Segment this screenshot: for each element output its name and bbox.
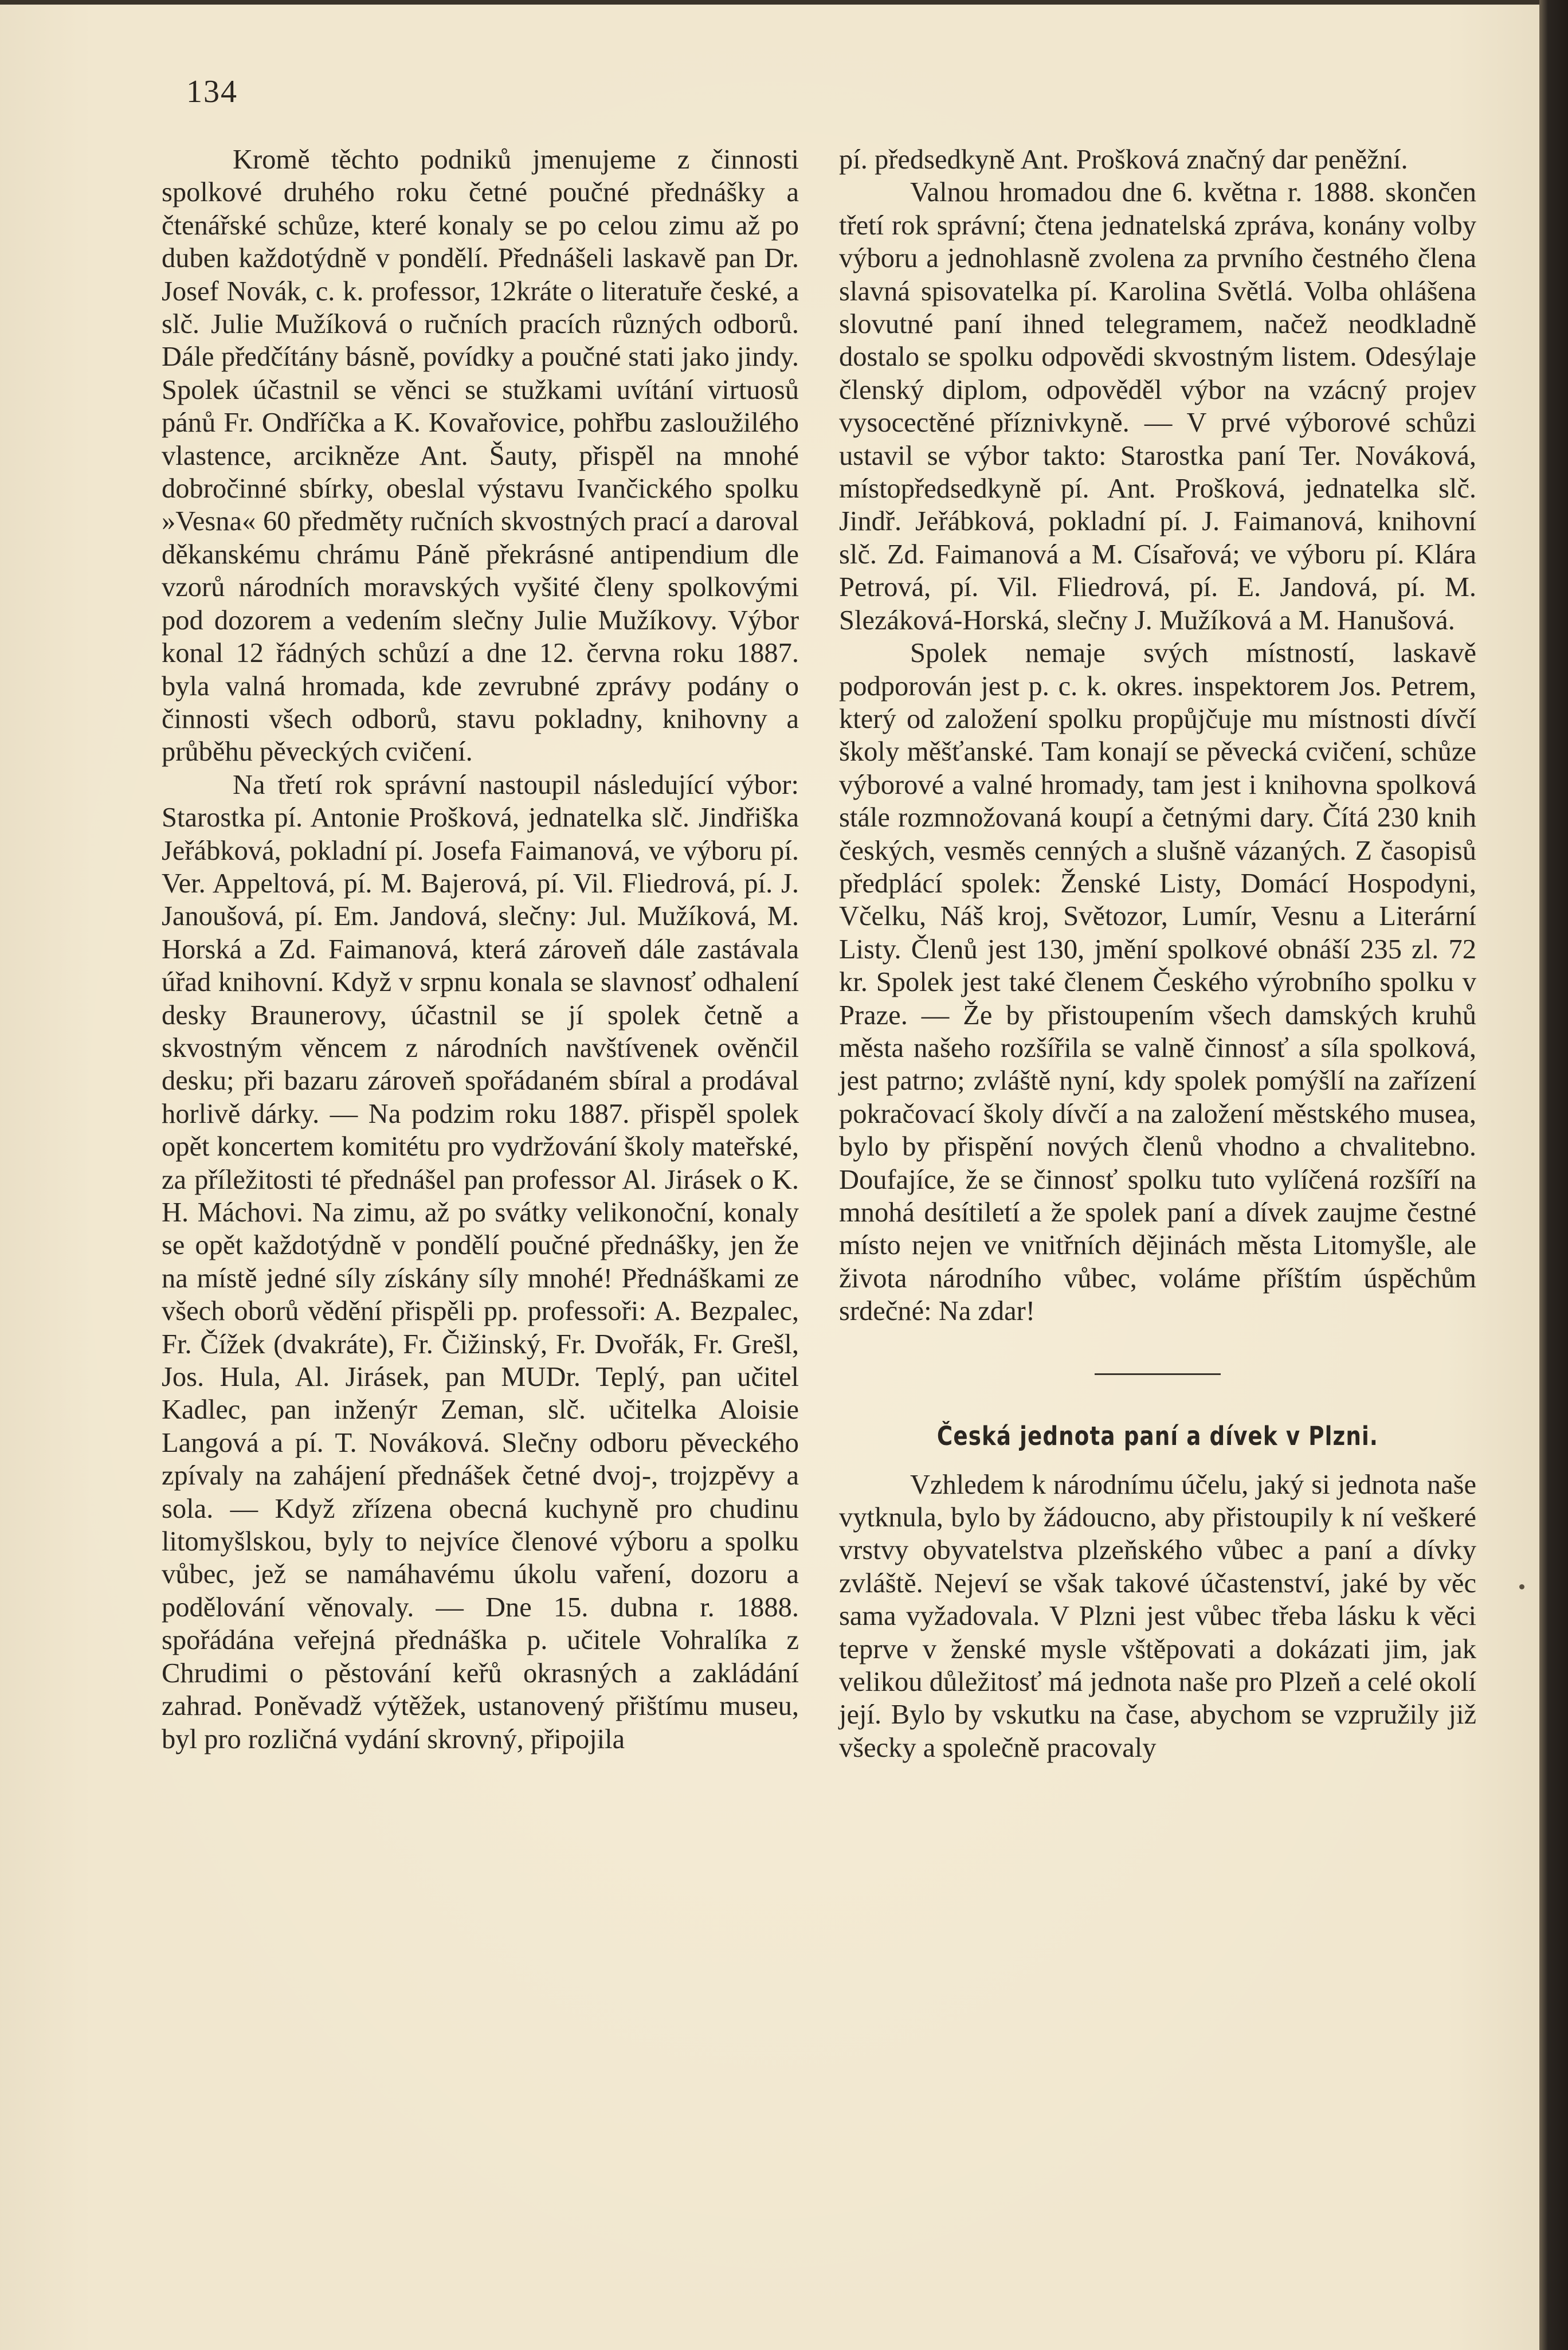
section-heading: Česká jednota paní a dívek v Plzni. (936, 1420, 1379, 1451)
page-top-edge (0, 0, 1539, 5)
page-number: 134 (186, 74, 238, 109)
left-paragraph-1: Kromě těchto podniků jmenujeme z činnosti spolkové druhého roku četné poučné přednášky a čtenářské schůze, které konaly se po celou zimu až po duben každotýdně v pondělí. Přednášeli laskavě pan Dr. Josef Novák, c. k. professor, 12kráte o literatuře české, a slč. Julie Mužíková o ručních pracích různých odborů. Dále předčítány básně, povídky a poučné stati jako jindy. Spolek účastnil se věnci se stužkami uvítání virtuosů pánů Fr. Ondříčka a K. Kovařovice, pohřbu zasloužilého vlastence, arcikněze Ant. Šauty, přispěl na mnohé dobročinné sbírky, obeslal výstavu Ivančického spolku »Vesna« 60 předměty ručních skvostných prací a daroval děkanskému chrámu Páně překrásné antipendium dle vzorů národních moravských vyšité členy spolkovými pod dozorem a vedením slečny Julie Mužíkovy. Výbor konal 12 řádných schůzí a dne 12. června roku 1887. byla valná hromada, kde zevrubné zprávy podány o činnosti všech odborů, stavu pokladny, knihovny a průběhu pěveckých cvičení. (162, 144, 799, 767)
right-continuation-text: pí. předsedkyně Ant. Prošková značný dar peněžní. (839, 144, 1408, 175)
section-divider (1095, 1373, 1221, 1375)
right-paragraph-1: Valnou hromadou dne 6. května r. 1888. skončen třetí rok správní; čtena jednatelská zpráva, konány volby výboru a jednohlasně zvolena za prvního čestného člena slavná spisovatelka pí. Karolina Světlá. Volba ohlášena slovutné paní ihned telegramem, načež neodkladně dostalo se spolku odpovědi skvostným listem. Odesýlaje členský diplom, odpověděl výbor na vzácný projev vysocectěné příznivkyně. — V prvé výborové schůzi ustavil se výbor takto: Starostka paní Ter. Nováková, místopředsedkyně pí. Ant. Prošková, jednatelka slč. Jindř. Jeřábková, pokladní pí. J. Faimanová, knihovní slč. Zd. Faimanová a M. Císařová; ve výboru pí. Klára Petrová, pí. Vil. Fliedrová, pí. E. Jandová, pí. M. Slezáková-Horská, slečny J. Mužíková a M. Hanušová. (839, 177, 1476, 636)
left-paragraph-2: Na třetí rok správní nastoupil následující výbor: Starostka pí. Antonie Prošková, jednatelka slč. Jindřiška Jeřábková, pokladní pí. Josefa Faimanová, ve výboru pí. Ver. Appeltová, pí. M. Bajerová, pí. Vil. Fliedrová, pí. J. Janoušová, pí. Em. Jandová, slečny: Jul. Mužíková, M. Horská a Zd. Faimanová, která zároveň dále zastávala úřad knihovní. Když v srpnu konala se slavnosť odhalení desky Braunerovy, účastnil se jí spolek četně a skvostným věncem z národních navštívenek ověnčil desku; při bazaru zároveň spořádaném sbíral a prodával horlivě dárky. — Na podzim roku 1887. přispěl spolek opět koncertem komitétu pro vydržování školy mateřské, za příležitosti té přednášel pan professor Al. Jirásek o K. H. Máchovi. Na zimu, až po svátky velikonoční, konaly se opět každotýdně v pondělí poučné přednášky, jen že na místě jedné síly získány síly mnohé! Přednáškami ze všech oborů vědění přispěli pp. professoři: A. Bezpalec, Fr. Čížek (dvakráte), Fr. Čižinský, Fr. Dvořák, Fr. Grešl, Jos. Hula, Al. Jirásek, pan MUDr. Teplý, pan učitel Kadlec, pan inženýr Zeman, slč. učitelka Aloisie Langová a pí. T. Nováková. Slečny odboru pěveckého zpívaly na zahájení přednášek četné dvoj-, trojzpěvy a sola. — Když zřízena obecná kuchyně pro chudinu litomyšlskou, byly to nejvíce členové výboru a spolku vůbec, jež se namáhavému úkolu vaření, dozoru a podělování věnovaly. — Dne 15. dubna r. 1888. spořádána veřejná přednáška p. učitele Vohralíka z Chrudimi o pěstování keřů okrasných a zakládání zahrad. Poněvadž výtěžek, ustanovený přištímu museu, byl pro rozličná vydání skrovný, připojila (162, 769, 799, 1754)
paper-speck (1519, 1584, 1524, 1589)
section-paragraph-1: Vzhledem k národnímu účelu, jaký si jednota naše vytknula, bylo by žádoucno, aby přistoupily k ní veškeré vrstvy obyvatelstva plzeňského vůbec a paní a dívky zvláště. Nejeví se však takové účastenství, jaké by věc sama vyžadovala. V Plzni jest vůbec třeba lásku k věci teprve v ženské mysle vštěpovati a dokázati jim, jak velikou důležitosť má jednota naše pro Plzeň a celé okolí její. Bylo by vskutku na čase, abychom se vzpružily již všecky a společně pracovaly (839, 1469, 1476, 1763)
book-binding-edge (1539, 0, 1568, 2350)
right-column (839, 143, 1476, 1764)
right-paragraph-2: Spolek nemaje svých místností, laskavě podporován jest p. c. k. okres. inspektorem Jos. Petrem, který od založení spolku propůjčuje mu místnosti dívčí školy měšťanské. Tam konají se pěvecká cvičení, schůze výborové a valné hromady, tam jest i knihovna spolková stále rozmnožovaná koupí a četnými dary. Čítá 230 knih českých, vesměs cenných a slušně vázaných. Z časopisů předplácí spolek: Ženské Listy, Domácí Hospodyni, Včelku, Náš kroj, Světozor, Lumír, Vesnu a Literární Listy. Členů jest 130, jmění spolkové obnáší 235 zl. 72 kr. Spolek jest také členem Českého výrobního spolku v Praze. — Že by přistoupením všech damských kruhů města našeho rozšířila se valně činnosť a síla spolková, jest patrno; zvláště nyní, kdy spolek pomýšlí na zařízení pokračovací školy dívčí a na založení městského musea, bylo by přispění nových členů vhodno a chvalitebno. Doufajíce, že se činnosť spolku tuto vylíčená rozšíří na mnohá desítiletí a že spolek paní a dívek zaujme čestné místo nejen ve vnitřních dějinách města Litomyšle, ale života národního vůbec, voláme příštím úspěchům srdečné: Na zdar! (839, 638, 1476, 1327)
left-column (162, 143, 799, 1756)
